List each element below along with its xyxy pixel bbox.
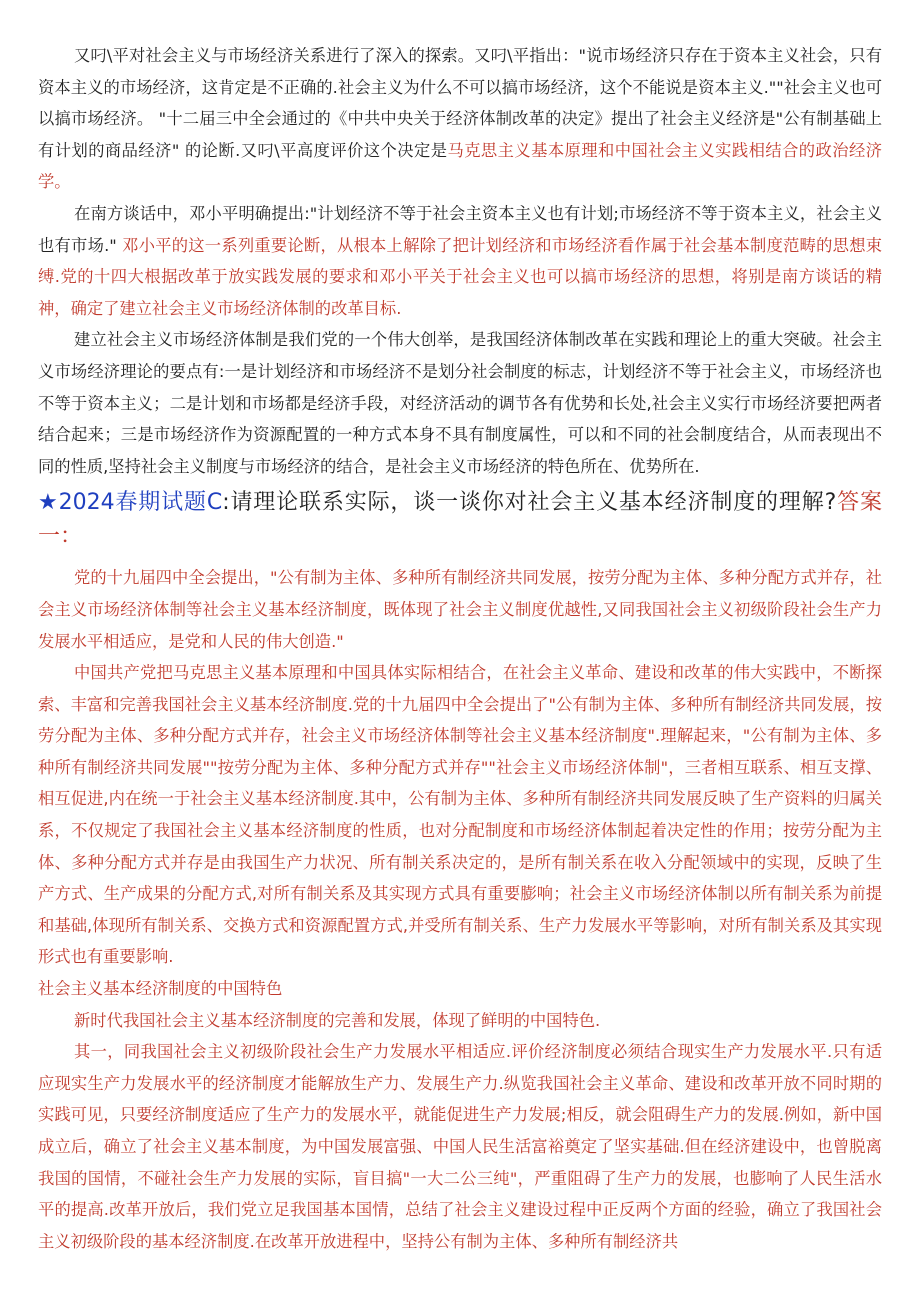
section-subheading: 社会主义基本经济制度的中国特色 [38, 979, 283, 999]
answer-paragraph-1: 党的十九届四中全会提出，"公有制为主体、多种所有制经济共同发展，按劳分配为主体、多种分配方式并存，社会主义市场经济体制等社会主义基本经济制度，既体现了社会主义制度优越性,又同我国社会主义初级阶段社会生产力发展水平相适应，是党和人民的伟大创造." [38, 568, 882, 651]
exam-question: ★2024春期试题C:请理论联系实际，谈一谈你对社会主义基本经济制度的理解?答案一： [38, 490, 882, 550]
paragraph-1: 又叼\平对社会主义与市场经济关系进行了深入的探索。又叼\平指出："说市场经济只存在于资本主义社会，只有资本主义的市场经济，这肯定是不正确的.社会主义为什么不可以搞市场经济，这个不能说是资本主义.""社会主义也可以搞市场经济。 "十二届三中全会通过的《中共中央关于经济体制改革的决定》提出了社会主义经济是"公有制基础上有计划的商品经济" 的论断.又叼\平高度评价这个决定是马克思主义基本原理和中国社会主义实践相结合的政治经济学。 [38, 46, 882, 192]
intro-paragraph: 新时代我国社会主义基本经济制度的完善和发展，体现了鲜明的中国特色. [74, 1010, 601, 1030]
answer-paragraph-2: 中国共产党把马克思主义基本原理和中国具体实际相结合，在社会主义革命、建设和改革的伟大实践中，不断探索、丰富和完善我国社会主义基本经济制度.党的十九届四中全会提出了"公有制为主体、多种所有制经济共同发展，按劳分配为主体、多种分配方式并存，社会主义市场经济体制等社会主义基本经济制度".理解起来，"公有制为主体、多种所有制经济共同发展""按劳分配为主体、多种分配方式并存""社会主义市场经济体制"，三者相互联系、相互支撑、相互促进,内在统一于社会主义基本经济制度.其中，公有制为主体、多种所有制经济共同发展反映了生产资料的归属关系，不仅规定了我国社会主义基本经济制度的性质，也对分配制度和市场经济体制起着决定性的作用；按劳分配为主体、多种分配方式并存是由我国生产力状况、所有制关系决定的，是所有制关系在收入分配领域中的实现，反映了生产方式、生产成果的分配方式,对所有制关系及其实现方式具有重要膨响；社会主义市场经济体制以所有制关系为前提和基础,体现所有制关系、交换方式和资源配置方式,并受所有制关系、生产力发展水平等影响，对所有制关系及其实现形式也有重要影响. [38, 663, 882, 967]
paragraph-3: 建立社会主义市场经济体制是我们党的一个伟大创举，是我国经济体制改革在实践和理论上的重大突破。社会主义市场经济理论的要点有:一是计划经济和市场经济不是划分社会制度的标志，计划经济不等于社会主义，市场经济也不等于资本主义；二是计划和市场都是经济手段，对经济活动的调节各有优势和长处,社会主义实行市场经济要把两者结合起来；三是市场经济作为资源配置的一种方式本身不具有制度属性，可以和不同的社会制度结合，从而表现出不同的性质,坚持社会主义制度与市场经济的结合，是社会主义市场经济的特色所在、优势所在. [38, 330, 882, 476]
point-1-paragraph: 其一，同我国社会主义初级阶段社会生产力发展水平相适应.评价经济制度必须结合现实生产力发展水平.只有适应现实生产力发展水平的经济制度才能解放生产力、发展生产力.纵览我国社会主义革命、建设和改革开放不同时期的实践可见，只要经济制度适应了生产力的发展水平，就能促进生产力发展;相反，就会阻碍生产力的发展.例如，新中国成立后，确立了社会主义基本制度，为中国发展富强、中国人民生活富裕奠定了坚实基础.但在经济建设中，也曾脱离我国的国情，不碰社会生产力发展的实际，盲目搞"一大二公三纯"，严重阻碍了生产力的发展，也膨响了人民生活水平的提高.改革开放后，我们党立足我国基本国情，总结了社会主义建设过程中正反两个方面的经验，确立了我国社会主义初级阶段的基本经济制度.在改革开放进程中，坚持公有制为主体、多种所有制经济共 [38, 1042, 882, 1251]
paragraph-2: 在南方谈话中，邓小平明确提出:"计划经济不等于社会主资本主义也有计划;市场经济不等于资本主义，社会主义也有市场." 邓小平的这一系列重要论断，从根本上解除了把计划经济和市场经济看作属于社会基本制度范畴的思想束缚.党的十四大根据改革于放实践发展的要求和邓小平关于社会主义也可以搞市场经济的思想，将别是南方谈话的精神，确定了建立社会主义市场经济体制的改革目标. [38, 203, 882, 318]
